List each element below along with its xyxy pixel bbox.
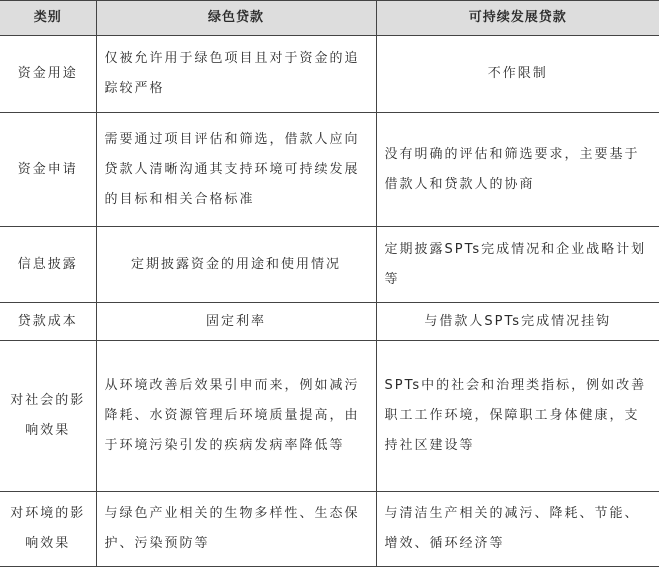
green-loan-cell: 固定利率 — [96, 303, 376, 341]
row-category: 对环境的影响效果 — [0, 492, 96, 567]
table-row — [0, 113, 659, 227]
table-row — [0, 303, 659, 341]
sustainable-loan-cell: SPTs中的社会和治理类指标，例如改善职工工作环境，保障职工身体健康，支持社区建设等 — [376, 341, 659, 492]
green-loan-cell: 与绿色产业相关的生物多样性、生态保护、污染预防等 — [96, 492, 376, 567]
row-category: 对社会的影响效果 — [0, 341, 96, 492]
row-category: 贷款成本 — [0, 303, 96, 341]
sustainable-loan-cell: 定期披露SPTs完成情况和企业战略计划等 — [376, 227, 659, 303]
header-category: 类别 — [0, 1, 96, 36]
row-category: 信息披露 — [0, 227, 96, 303]
table-row — [0, 492, 659, 567]
row-category: 资金申请 — [0, 113, 96, 227]
table-row — [0, 36, 659, 113]
green-loan-cell: 定期披露资金的用途和使用情况 — [96, 227, 376, 303]
green-loan-cell: 从环境改善后效果引申而来，例如减污降耗、水资源管理后环境质量提高，由于环境污染引发的疾病发病率降低等 — [96, 341, 376, 492]
row-category: 资金用途 — [0, 36, 96, 113]
sustainable-loan-cell: 不作限制 — [376, 36, 659, 113]
table-row — [0, 341, 659, 492]
header-sustainable-loan: 可持续发展贷款 — [376, 1, 659, 36]
sustainable-loan-cell: 与借款人SPTs完成情况挂钩 — [376, 303, 659, 341]
table-row — [0, 227, 659, 303]
green-loan-cell: 需要通过项目评估和筛选，借款人应向贷款人清晰沟通其支持环境可持续发展的目标和相关合格标准 — [96, 113, 376, 227]
sustainable-loan-cell: 没有明确的评估和筛选要求，主要基于借款人和贷款人的协商 — [376, 113, 659, 227]
table-header-row — [0, 1, 659, 36]
sustainable-loan-cell: 与清洁生产相关的减污、降耗、节能、增效、循环经济等 — [376, 492, 659, 567]
green-loan-cell: 仅被允许用于绿色项目且对于资金的追踪较严格 — [96, 36, 376, 113]
header-green-loan: 绿色贷款 — [96, 1, 376, 36]
